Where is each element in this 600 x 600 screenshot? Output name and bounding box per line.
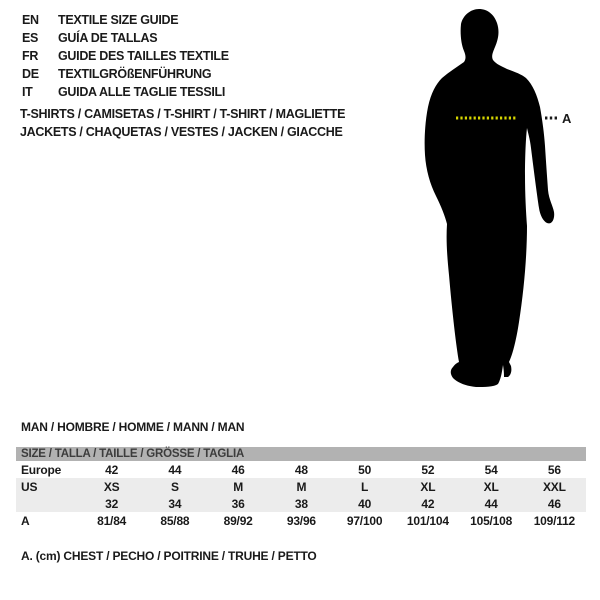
size-value: 89/92 [223, 513, 253, 528]
size-value: 36 [231, 496, 245, 511]
man-section-heading: MAN / HOMBRE / HOMME / MANN / MAN [21, 420, 245, 434]
size-value: 34 [168, 496, 182, 511]
size-value: 109/112 [533, 513, 576, 528]
language-code: EN [22, 13, 39, 27]
size-value: 46 [231, 462, 245, 477]
language-label: GUÍA DE TALLAS [58, 31, 158, 45]
size-row-us-numeric [16, 495, 586, 512]
size-value: XL [420, 479, 436, 494]
language-label: GUIDA ALLE TAGLIE TESSILI [58, 85, 226, 99]
product-type-tshirts: T-SHIRTS / CAMISETAS / T-SHIRT / T-SHIRT / MAGLIETTE [20, 107, 346, 121]
language-label: TEXTILGRÖßENFÜHRUNG [58, 67, 212, 81]
size-value: S [170, 479, 179, 494]
size-value: 42 [105, 462, 119, 477]
size-row-chest-a [16, 512, 586, 529]
size-value: 105/108 [470, 513, 513, 528]
size-value: 44 [484, 496, 498, 511]
size-value: 81/84 [97, 513, 127, 528]
size-value: 54 [484, 462, 498, 477]
size-value: 56 [547, 462, 561, 477]
us-size-group [16, 478, 586, 512]
size-value: 40 [358, 496, 372, 511]
size-value: 44 [168, 462, 182, 477]
size-value: 93/96 [286, 513, 316, 528]
chest-measure-label-a: A [562, 111, 572, 126]
size-value: L [361, 479, 369, 494]
size-value: XS [103, 479, 120, 494]
language-code: FR [22, 49, 39, 63]
row-label: US [21, 479, 38, 494]
size-value: 97/100 [346, 513, 383, 528]
size-row-europe [16, 461, 586, 478]
size-value: 48 [294, 462, 308, 477]
size-value: M [296, 479, 307, 494]
language-code: IT [22, 85, 33, 99]
size-value: 32 [105, 496, 119, 511]
size-value: XL [483, 479, 499, 494]
size-row-us [16, 478, 586, 495]
language-code: ES [22, 31, 39, 45]
size-value: 38 [294, 496, 308, 511]
language-label: TEXTILE SIZE GUIDE [58, 13, 179, 27]
size-value: 101/104 [406, 513, 449, 528]
size-value: 46 [547, 496, 561, 511]
size-value: 42 [421, 496, 435, 511]
size-value: 52 [421, 462, 435, 477]
row-label: Europe [21, 462, 62, 477]
size-value: 50 [358, 462, 372, 477]
size-value: 85/88 [160, 513, 190, 528]
chest-footnote: A. (cm) CHEST / PECHO / POITRINE / TRUHE / PETTO [21, 549, 317, 563]
language-label: GUIDE DES TAILLES TEXTILE [58, 49, 229, 63]
size-table-header: SIZE / TALLA / TAILLE / GRÖSSE / TAGLIA [16, 447, 586, 461]
man-silhouette [425, 9, 555, 387]
language-code: DE [22, 67, 39, 81]
size-value: M [233, 479, 244, 494]
product-type-jackets: JACKETS / CHAQUETAS / VESTES / JACKEN / GIACCHE [20, 125, 343, 139]
size-table [16, 447, 586, 529]
size-value: XXL [543, 479, 566, 494]
row-label: A [21, 513, 30, 528]
